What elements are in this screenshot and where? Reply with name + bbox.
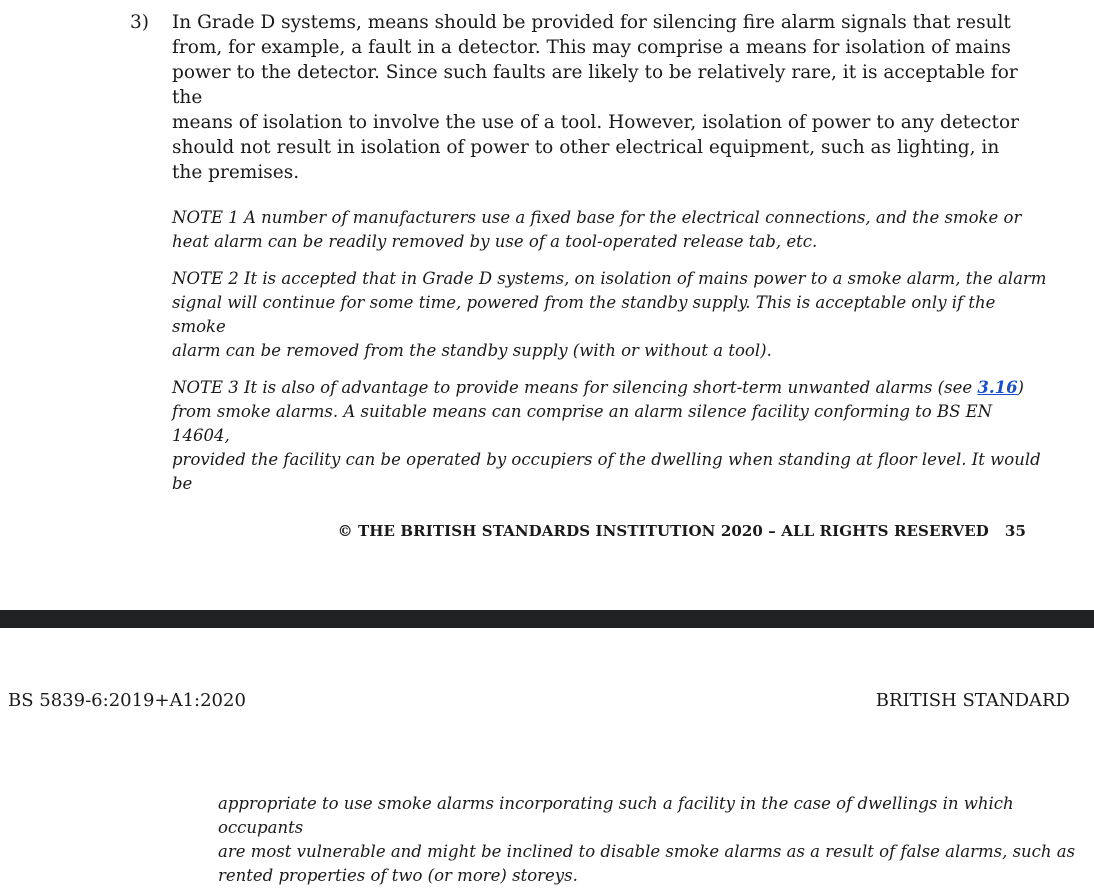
note-line: appropriate to use smoke alarms incorporating such a facility in the case of dwellings in which occupants [218, 794, 1014, 837]
note-3-continuation [218, 792, 1078, 888]
page-footer [338, 522, 1026, 540]
standard-id-header: BS 5839-6:2019+A1:2020 [8, 690, 246, 711]
text-line: In Grade D systems, means should be provided for silencing fire alarm signals that result [172, 12, 1011, 33]
page-divider [0, 610, 1094, 628]
note-line: NOTE 1 A number of manufacturers use a fixed base for the electrical connections, and the smoke or [172, 208, 1022, 227]
page-number: 35 [1004, 522, 1026, 540]
note-line: alarm can be removed from the standby supply (with or without a tool). [172, 341, 772, 360]
note-text: ) [1017, 378, 1024, 397]
note-line: heat alarm can be readily removed by use of a tool-operated release tab, etc. [172, 232, 818, 251]
text-line: means of isolation to involve the use of a tool. However, isolation of power to any detector [172, 112, 1019, 133]
text-line: power to the detector. Since such faults are likely to be relatively rare, it is acceptable for the [172, 62, 1018, 108]
standard-type-header: BRITISH STANDARD [875, 690, 1070, 711]
note-line: from smoke alarms. A suitable means can comprise an alarm silence facility conforming to BS EN 14604, [172, 402, 993, 445]
page-36 [0, 628, 1094, 885]
notes-block [172, 206, 1052, 509]
text-line: from, for example, a fault in a detector. This may comprise a means for isolation of mains [172, 37, 1011, 58]
list-item-number: 3) [130, 12, 149, 33]
note-1 [172, 206, 1052, 254]
copyright-text: © THE BRITISH STANDARDS INSTITUTION 2020 – ALL RIGHTS RESERVED [337, 522, 989, 540]
note-3 [172, 376, 1052, 496]
note-line: are most vulnerable and might be inclined to disable smoke alarms as a result of false alarms, such as [218, 842, 1076, 861]
note-line: rented properties of two (or more) storeys. [218, 866, 578, 885]
list-item-text [172, 10, 1022, 185]
note-line: NOTE 2 It is accepted that in Grade D systems, on isolation of mains power to a smoke alarm, the alarm [172, 269, 1047, 288]
note-line [172, 376, 1052, 400]
note-2 [172, 267, 1052, 363]
clause-link-3-16[interactable]: 3.16 [977, 378, 1018, 397]
text-line: the premises. [172, 162, 300, 183]
text-line: should not result in isolation of power to other electrical equipment, such as lighting, in [172, 137, 1000, 158]
note-line: signal will continue for some time, powered from the standby supply. This is acceptable only if the smoke [172, 293, 996, 336]
note-line: provided the facility can be operated by occupiers of the dwelling when standing at floor level. It would be [172, 450, 1041, 493]
note-text: NOTE 3 It is also of advantage to provide means for silencing short-term unwanted alarms (see [172, 378, 978, 397]
